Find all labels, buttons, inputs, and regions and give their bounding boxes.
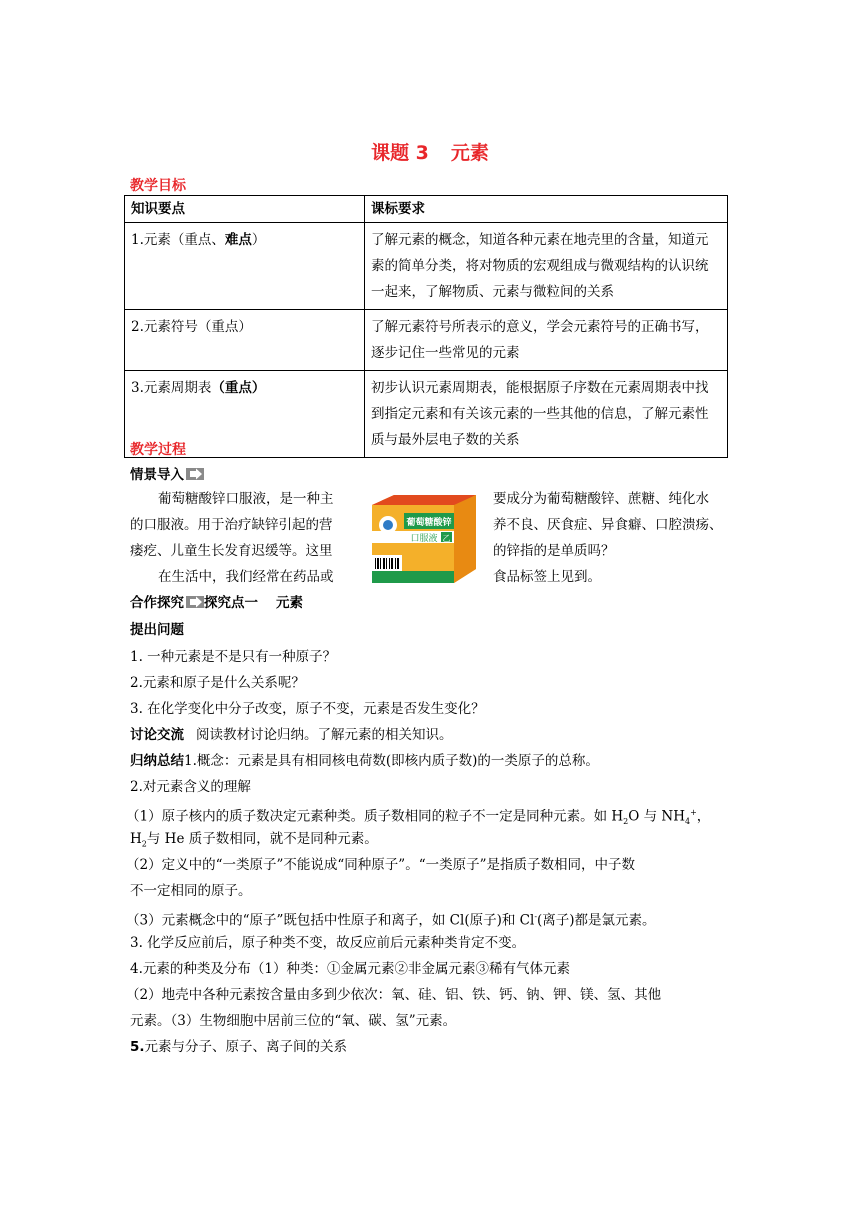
table-cell-requirement: 初步认识元素周期表，能根据原子序数在元素周期表中找到指定元素和有关该元素的一些其他的信息，了解元素性质与最外层电子数的关系 <box>365 371 728 458</box>
table-row <box>125 371 728 458</box>
explore-heading-a: 合作探究 <box>130 595 184 611</box>
point-text: 3.元素周期表 <box>131 380 212 396</box>
title-sub: 元素 <box>450 142 489 164</box>
intro-left-line: 的口服液。用于治疗缺锌引起的营 <box>130 517 333 533</box>
summary-line: 3. 化学反应前后，原子种类不变，故反应前后元素种类肯定不变。 <box>130 935 526 951</box>
section-process-heading: 教学过程 <box>130 442 186 458</box>
text-segment: 与 He 质子数相同，就不是同种元素。 <box>146 831 378 847</box>
table-header-cell: 知识要点 <box>125 196 365 223</box>
intro-heading-text: 情景导入 <box>130 467 184 483</box>
discussion-label: 讨论交流 <box>130 727 184 743</box>
question-item: 3. 在化学变化中分子改变，原子不变，元素是否发生变化？ <box>130 701 485 717</box>
explore-heading-b: 探究点一 <box>204 595 258 611</box>
discussion-text: 阅读教材讨论归纳。了解元素的相关知识。 <box>196 727 453 743</box>
explore-heading <box>130 593 303 613</box>
table-cell-point <box>125 310 365 371</box>
text-segment: 元素与分子、原子、离子间的关系 <box>144 1039 348 1055</box>
text-segment: 5. <box>130 1039 145 1055</box>
subscript: 4 <box>685 817 691 827</box>
text-segment: （3）元素概念中的“原子”既包括中性原子和离子，如 Cl(原子)和 Cl <box>126 912 535 929</box>
table-header-row <box>125 196 728 223</box>
title-main: 课题 3 <box>371 142 429 164</box>
text-segment: ， <box>696 808 711 825</box>
point-text: 2.元素符号（重点） <box>131 319 252 335</box>
explore-heading-c: 元素 <box>276 595 303 611</box>
subscript: 2 <box>141 839 147 849</box>
summary-line: （2）定义中的“一类原子”不能说成“同种原子”。“一类原子”是指质子数相同，中子数 <box>126 857 635 873</box>
summary-line <box>130 751 599 771</box>
point-bold-text: 难点 <box>224 232 252 248</box>
table-cell-requirement: 了解元素的概念，知道各种元素在地壳里的含量，知道元素的简单分类，将对物质的宏观组成与微观结构的认识统一起来，了解物质、元素与微粒间的关系 <box>365 223 728 310</box>
summary-line: （2）地壳中各种元素按含量由多到少依次：氧、硅、铝、铁、钙、钠、钾、镁、氢、其他 <box>126 987 662 1003</box>
product-brand-text: 葡萄糖酸锌 <box>406 518 452 528</box>
discussion-line <box>130 725 453 745</box>
product-liquid-text: 口服液 <box>410 534 438 544</box>
intro-right-line: 食品标签上见到。 <box>493 569 601 585</box>
intro-left-line: 在生活中，我们经常在药品或 <box>158 569 334 585</box>
arrow-icon <box>186 596 204 608</box>
summary-text: 1.概念：元素是具有相同核电荷数(即核内质子数)的一类原子的总称。 <box>184 753 599 769</box>
superscript: + <box>690 808 697 817</box>
intro-right-line: 养不良、厌食症、异食癖、口腔溃疡、 <box>493 517 723 533</box>
question-item: 1. 一种元素是不是只有一种原子？ <box>130 649 337 665</box>
superscript: - <box>534 912 538 921</box>
product-box-image <box>364 491 476 587</box>
intro-left-line: 瘘疙、儿童生长发育迟缓等。这里 <box>130 543 333 559</box>
summary-line <box>126 907 656 931</box>
summary-line: 2.对元素含义的理解 <box>130 779 251 795</box>
summary-line: 元素。（3）生物细胞中居前三位的“氧、碳、氢”元素。 <box>130 1013 457 1029</box>
text-segment: H <box>130 831 142 847</box>
table-row <box>125 223 728 310</box>
point-text: 1.元素（重点、 <box>131 232 225 248</box>
point-bold-text: （重点） <box>211 380 266 396</box>
summary-label: 归纳总结 <box>130 753 184 769</box>
summary-line: 不一定相同的原子。 <box>130 883 252 899</box>
product-badge-text: 乙 <box>442 534 451 543</box>
text-segment: O 与 NH <box>628 808 685 825</box>
question-item: 2.元素和原子是什么关系呢？ <box>130 675 305 691</box>
table-cell-requirement: 了解元素符号所表示的意义，学会元素符号的正确书写，逐步记住一些常见的元素 <box>365 310 728 371</box>
section-goals-heading: 教学目标 <box>130 178 186 194</box>
point-text: ） <box>251 232 266 248</box>
subscript: 2 <box>623 817 629 827</box>
summary-line: 4.元素的种类及分布（1）种类：①金属元素②非金属元素③稀有气体元素 <box>130 961 570 977</box>
arrow-icon <box>186 468 204 480</box>
intro-right-line: 要成分为葡萄糖酸锌、蔗糖、纯化水 <box>493 491 709 507</box>
table-cell-point <box>125 223 365 310</box>
page-title <box>0 138 860 165</box>
table-row <box>125 310 728 371</box>
summary-line <box>126 803 710 832</box>
text-segment: (离子)都是氯元素。 <box>537 912 656 929</box>
table-header-cell: 课标要求 <box>365 196 728 223</box>
summary-line <box>130 1037 347 1057</box>
goals-table <box>124 195 728 458</box>
summary-line <box>130 829 378 855</box>
intro-right-line: 的锌指的是单质吗？ <box>493 543 615 559</box>
text-segment: （1）原子核内的质子数决定元素种类。质子数相同的粒子不一定是同种元素。如 H <box>126 808 624 825</box>
intro-heading <box>130 465 204 485</box>
intro-left-line: 葡萄糖酸锌口服液，是一种主 <box>158 491 334 507</box>
questions-heading: 提出问题 <box>130 622 184 638</box>
